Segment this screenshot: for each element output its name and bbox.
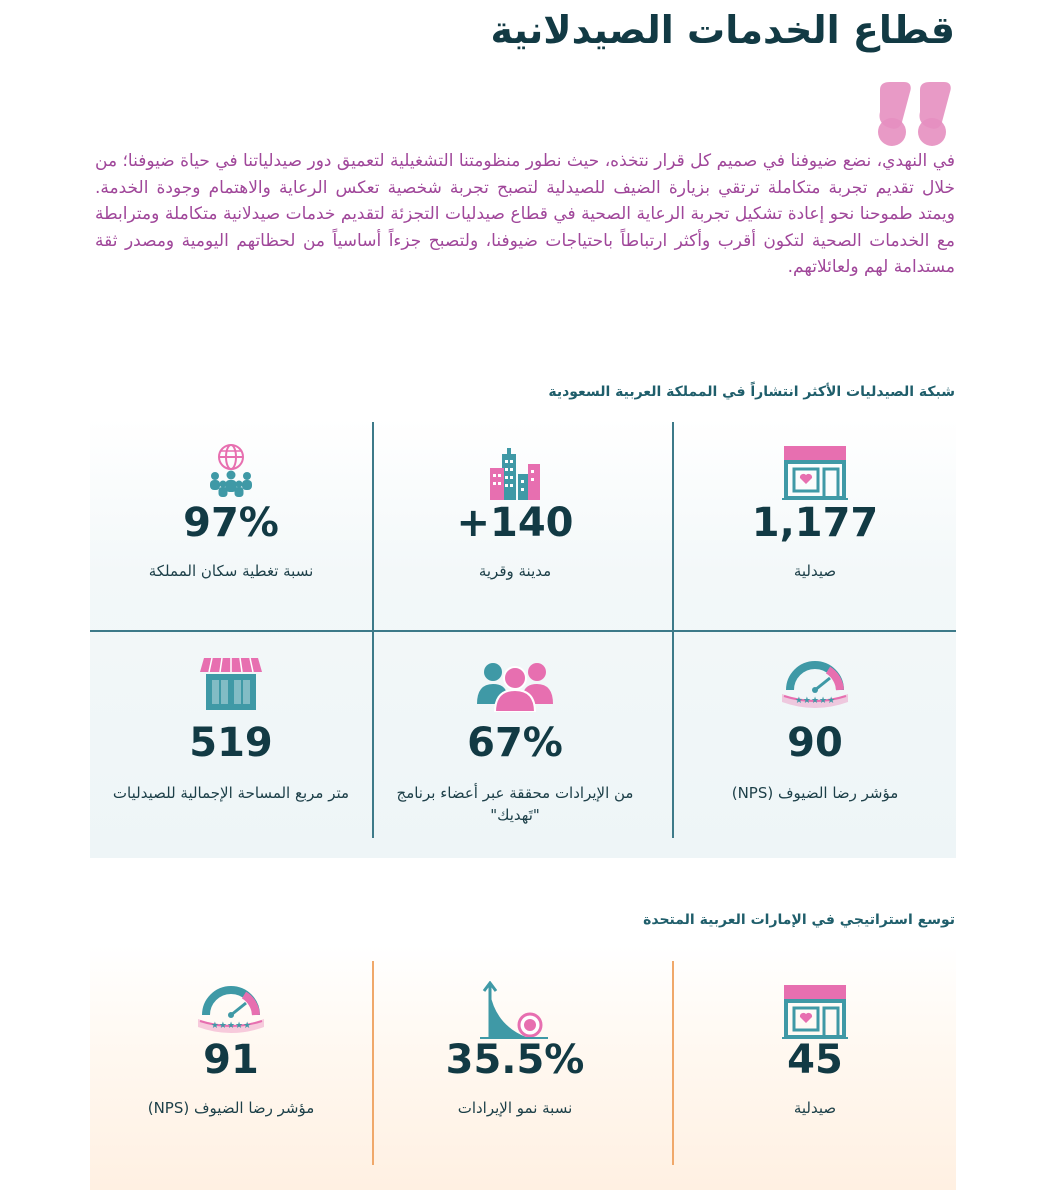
stat-label: صيدلية [793,1099,837,1117]
stat-coverage [90,418,372,630]
stat-value: 1,177 [751,500,879,546]
stat-label: مدينة وقرية [478,562,552,580]
satisfaction-gauge-icon [780,656,850,712]
stat-uae-nps [90,945,372,1190]
stat-uae-revenue-growth [374,945,656,1190]
satisfaction-gauge-icon [196,981,266,1037]
stat-label: نسبة نمو الإيرادات [457,1099,573,1117]
quote-mark-icon [876,80,958,152]
uae-stats-panel [90,945,956,1190]
ksa-stats-panel [90,418,956,858]
stat-label: نسبة تغطية سكان المملكة [148,562,314,580]
pharmacy-storefront-icon [782,983,848,1039]
stat-area [90,632,372,858]
stat-value: 97% [183,500,279,546]
stat-value: +140 [456,500,574,546]
pharmacy-storefront-icon [782,444,848,500]
stat-label: من الإيرادات محققة عبر أعضاء برنامج "تَهديك" [396,784,634,824]
stat-value: 90 [787,720,843,766]
stat-label: متر مربع المساحة الإجمالية للصيدليات [112,784,350,802]
stat-label: صيدلية [793,562,837,580]
stat-value: 35.5% [445,1037,585,1083]
stat-pharmacies [674,418,956,630]
stat-value: 519 [189,720,273,766]
stat-nps [674,632,956,858]
stat-value: 91 [203,1037,259,1083]
stat-members [374,632,656,858]
members-group-icon [475,658,555,712]
stat-value: 67% [467,720,563,766]
city-buildings-icon [488,448,542,500]
uae-section-heading: توسع استراتيجي في الإمارات العربية المتحدة [643,912,955,928]
stat-uae-pharmacies [674,945,956,1190]
intro-paragraph: في النهدي، نضع ضيوفنا في صميم كل قرار نتخذه، حيث نطور منظومتنا التشغيلية لتعميق دور صيدلياتنا في حياة ضيوفنا؛ من خلال تقديم تجربة متكاملة ترتقي بزيارة الضيف للصيدلية لتصبح تجربة شخصية تعكس الرعاية والاهتمام وجودة الخدمة. ويمتد طموحنا نحو إعادة تشكيل تجربة الرعاية الصحية في قطاع صيدليات التجزئة لتقديم خدمات صيدلانية متكاملة ومترابطة مع الخدمات الصحية لتكون أقرب وأكثر ارتباطاً باحتياجات ضيوفنا، ولتصبح جزءاً أساسياً من لحظاتهم اليومية ومصدر ثقة مستدامة لهم ولعائلاتهم. [95,151,955,277]
svg-text:★★★★★: ★★★★★ [210,1021,252,1031]
globe-population-icon [206,442,256,498]
stat-value: 45 [787,1037,843,1083]
stat-label: مؤشر رضا الضيوف (NPS) [731,784,899,802]
stat-label: مؤشر رضا الضيوف (NPS) [147,1099,315,1117]
ksa-section-heading: شبكة الصيدليات الأكثر انتشاراً في المملكة العربية السعودية [548,384,955,400]
svg-text:★★★★★: ★★★★★ [794,696,836,706]
store-awning-icon [200,654,262,712]
revenue-growth-icon [480,981,550,1039]
stat-cities [374,418,656,630]
page-title: قطاع الخدمات الصيدلانية [490,8,955,52]
